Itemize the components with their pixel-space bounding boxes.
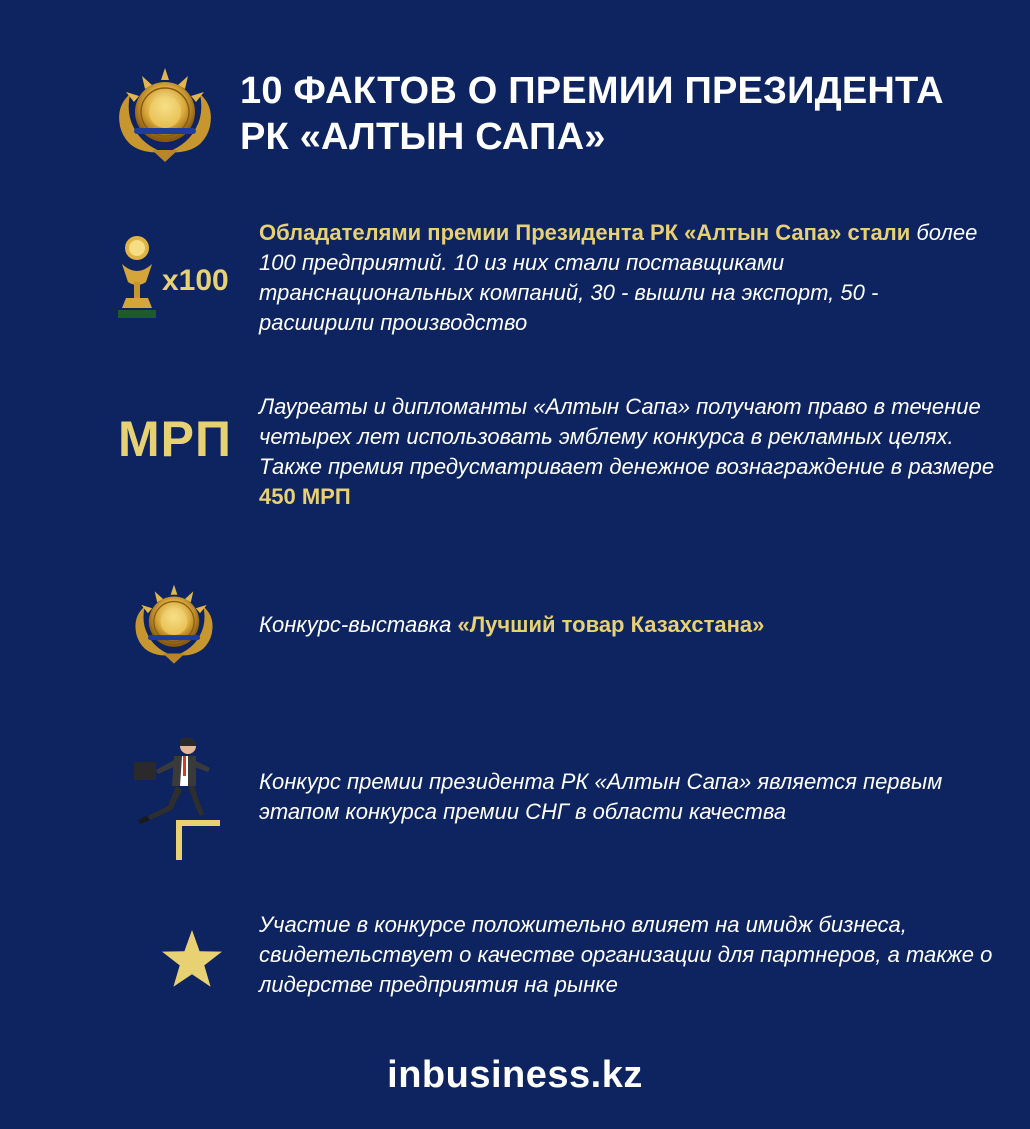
fact-highlight: Обладателями премии Президента РК «Алтын Сапа» стали [259,220,911,245]
fact-body: Участие в конкурсе положительно влияет на имидж бизнеса, свидетельствует о качестве организации для партнеров, а также о лидерстве предприятия на рынке [259,912,993,997]
fact-text [259,767,999,827]
fact-body: Конкурс-выставка [259,612,452,637]
count-badge: x100 [162,264,229,297]
star-icon [160,928,224,988]
brand-rest: business.kz [421,1054,643,1096]
mrp-badge: МРП [118,411,232,467]
header [112,62,992,172]
fact-body: более 100 предприятий. 10 из них стали поставщиками транснациональных компаний, 30 - вышли на экспорт, 50 - расширили производство [259,220,978,335]
fact-text [259,610,999,640]
trophy-icon [116,234,158,322]
golden-emblem-icon [124,583,224,667]
fact-highlight: 450 МРП [259,484,351,509]
fact-body: Конкурс премии президента РК «Алтын Сапа» является первым этапом конкурса премии СНГ в области качества [259,769,943,824]
fact-text [259,910,999,1000]
running-businessman-icon [130,736,222,862]
fact-body: Лауреаты и дипломанты «Алтын Сапа» получают право в течение четырех лет использовать эмблему конкурса в рекламных целях. Также премия предусматривает денежное вознаграждение в размере [259,394,995,479]
fact-highlight: «Лучший товар Казахстана» [457,612,765,637]
brand-in: in [387,1054,422,1096]
brand-logo [0,1054,1030,1097]
fact-text [259,392,999,512]
fact-text [259,218,999,338]
page-title: 10 ФАКТОВ О ПРЕМИИ ПРЕЗИДЕНТА РК «АЛТЫН САПА» [240,70,944,158]
golden-emblem-icon [112,66,218,166]
